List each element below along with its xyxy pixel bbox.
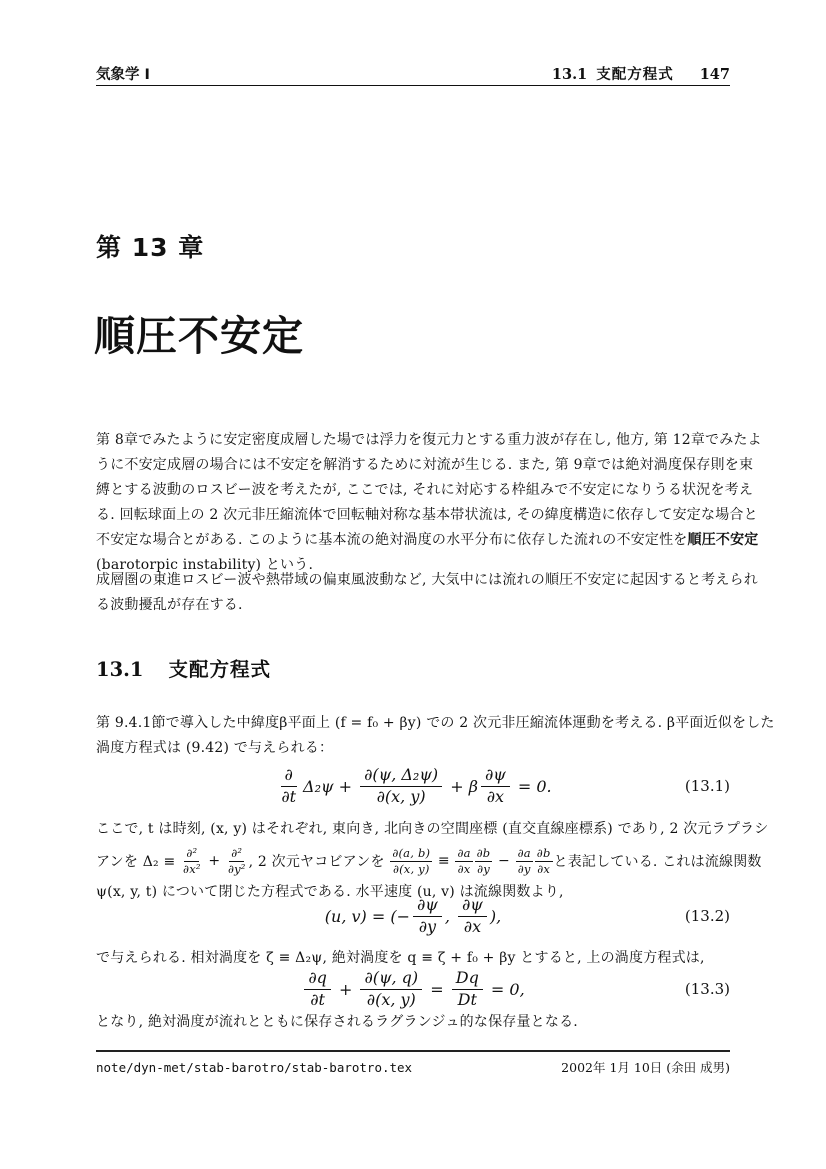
keyword-barotropic-instability: 順圧不安定 xyxy=(687,532,759,548)
text-segment: と表記している. これは流線関数 xyxy=(553,854,762,870)
text-line: る波動擾乱が存在する. xyxy=(96,597,243,613)
equation-number: (13.1) xyxy=(684,777,730,795)
text-segment: ≡ xyxy=(433,853,455,869)
equation-13-1 xyxy=(96,763,730,809)
footer-rule xyxy=(96,1050,730,1052)
fraction: $\frac{\text{∂(ψ, Δ₂ψ)}}{\partial(x, y)}$ xyxy=(360,767,442,806)
text-segment: + xyxy=(203,853,225,869)
text-line: る. 回転球面上の 2 次元非圧縮流体で回転軸対称な基本帯状流は, その緯度構造に依存して安定な場合と xyxy=(96,507,758,523)
text-line: (barotorpic instability) という. xyxy=(96,557,314,573)
paragraph-intro-2 xyxy=(96,568,758,618)
footer-date: 2002年 1月 10日 (余田 成男) xyxy=(561,1060,730,1075)
fraction: $\frac{\partial(a, b)}{\partial(x, y)}$ xyxy=(392,846,431,876)
text-line: となり, 絶対渦度が流れとともに保存されるラグランジュ的な保存量となる. xyxy=(96,1014,578,1030)
text-segment: , 2 次元ヤコビアンを xyxy=(248,854,390,870)
equation-13-2-math xyxy=(324,894,502,936)
math-term: = 0, xyxy=(485,979,525,999)
math-term: = 0. xyxy=(512,776,552,796)
fraction: $\frac{\partial\psi}{\partial y}$ xyxy=(413,897,442,936)
section-heading xyxy=(96,654,271,682)
fraction: $\frac{\partial\psi}{\partial x}$ xyxy=(458,897,487,936)
paragraph-definitions xyxy=(96,817,769,905)
header-section-ref xyxy=(552,63,730,84)
footer-file-path: note/dyn-met/stab-barotro/stab-barotro.tex xyxy=(96,1060,413,1075)
header-page-number: 147 xyxy=(699,66,730,83)
math-term: + β xyxy=(445,776,478,796)
math-term: , xyxy=(444,906,456,926)
paragraph-intro-1 xyxy=(96,428,762,578)
section-title: 支配方程式 xyxy=(168,658,272,681)
fraction: $\frac{\text{∂²}}{\text{∂y²}}$ xyxy=(227,846,246,876)
text-line: 第 9.4.1節で導入した中緯度β平面上 (f = f₀ + βy) での 2 次元非圧縮流体運動を考える. β平面近似をした xyxy=(96,715,775,731)
fraction: $\frac{\partial b}{\partial y}$ xyxy=(476,846,491,876)
chapter-title: 順圧不安定 xyxy=(94,312,304,360)
header-course-title: 気象学 I xyxy=(96,67,150,83)
fraction: $\frac{\partial q}{\partial t}$ xyxy=(304,970,331,1009)
math-term: (u, v) = (− xyxy=(324,906,411,926)
fraction: $\frac{\partial a}{\partial y}$ xyxy=(517,846,531,876)
equation-number: (13.3) xyxy=(684,980,730,998)
text-segment: − xyxy=(493,853,515,869)
equation-13-3-math xyxy=(301,967,525,1009)
header-section-title: 支配方程式 xyxy=(596,67,674,83)
fraction: $\frac{\partial(\psi, q)}{\partial(x, y)}$ xyxy=(360,970,422,1009)
math-term: + xyxy=(333,979,358,999)
page-header xyxy=(96,63,730,84)
fraction: $\frac{\partial\psi}{\partial x}$ xyxy=(481,767,510,806)
fraction: $\frac{Dq}{Dt}$ xyxy=(452,970,483,1009)
math-term: ), xyxy=(489,906,502,926)
header-section-number: 13.1 xyxy=(551,66,588,83)
equation-13-2 xyxy=(96,893,730,939)
section-number: 13.1 xyxy=(96,658,144,681)
equation-13-1-math xyxy=(274,764,552,806)
paragraph-section-intro xyxy=(96,711,775,761)
fraction: $\frac{\partial a}{\partial x}$ xyxy=(457,846,471,876)
chapter-label: 第 13 章 xyxy=(96,233,205,262)
equation-13-3 xyxy=(96,966,730,1012)
text-line xyxy=(96,528,759,553)
text-line: 成層圏の東進ロスビー波や熱帯域の偏東風波動など, 大気中には流れの順圧不安定に起因すると考えられ xyxy=(96,572,758,588)
text-line: ここで, t は時刻, (x, y) はそれぞれ, 東向き, 北向きの空間座標 (直交直線座標系) であり, 2 次元ラプラシ xyxy=(96,821,769,837)
text-line: うに不安定成層の場合には不安定を解消するために対流が生じる. また, 第 9章では絶対渦度保存則を束 xyxy=(96,457,754,473)
fraction: $\frac{\partial}{\partial t}$ xyxy=(281,764,297,806)
header-rule xyxy=(96,85,730,86)
fraction: $\frac{\partial b}{\partial x}$ xyxy=(536,846,551,876)
text-line: 第 8章でみたように安定密度成層した場では浮力を復元力とする重力波が存在し, 他方, 第 12章でみたよ xyxy=(96,432,762,448)
math-term: Δ₂ψ + xyxy=(303,776,358,796)
page-footer xyxy=(96,1058,730,1076)
text-segment: アンを Δ₂ ≡ xyxy=(96,854,181,870)
text-segment: 不安定な場合とがある. このように基本流の絶対渦度の水平分布に依存した流れの不安定性を xyxy=(96,532,688,548)
text-line: 渦度方程式は (9.42) で与えられる： xyxy=(96,740,334,756)
text-line: ψ(x, y, t) について閉じた方程式である. 水平速度 (u, v) は流線関数より, xyxy=(96,884,564,900)
fraction: $\frac{\text{∂²}}{\text{∂x²}}$ xyxy=(183,846,201,876)
text-line: 縛とする波動のロスビー波を考えたが, ここでは, それに対応する枠組みで不安定になりうる状況を考え xyxy=(96,482,754,498)
paragraph-closing xyxy=(96,1010,736,1035)
math-term: = xyxy=(425,979,449,999)
equation-number: (13.2) xyxy=(684,907,730,925)
text-line-with-inline-math xyxy=(96,842,762,880)
text-line: で与えられる. 相対渦度を ζ ≡ Δ₂ψ, 絶対渦度を q ≡ ζ + f₀ + βy とすると, 上の渦度方程式は, xyxy=(96,950,705,966)
